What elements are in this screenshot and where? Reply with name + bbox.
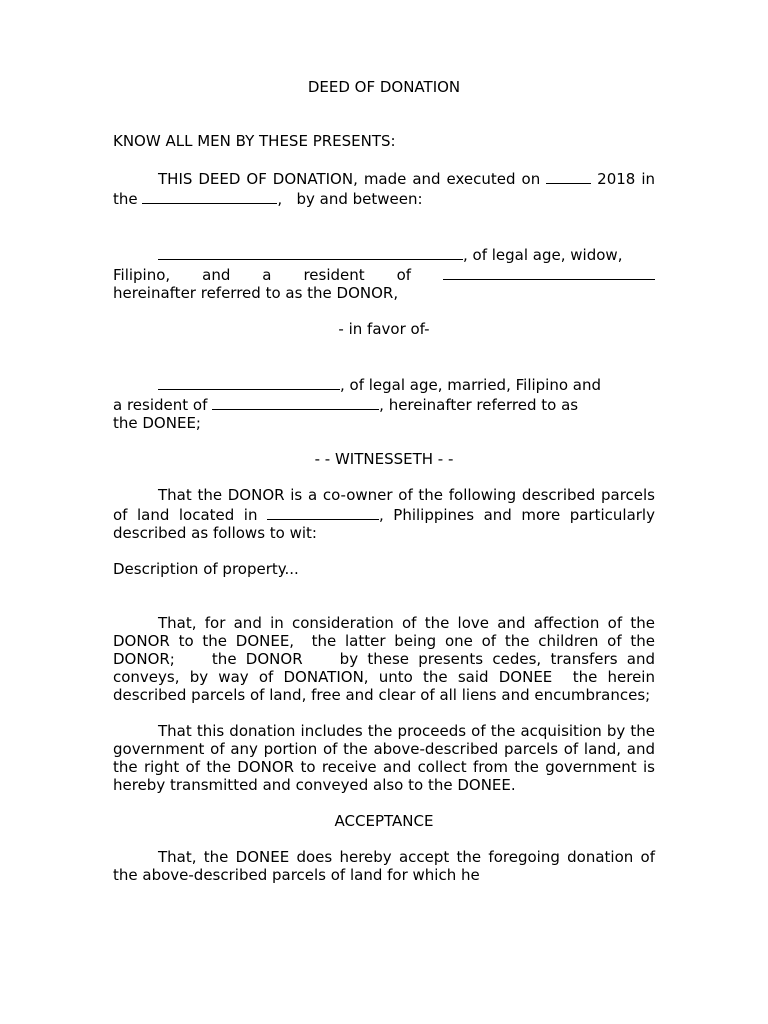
location-blank[interactable] — [267, 504, 379, 520]
opening-line: KNOW ALL MEN BY THESE PRESENTS: — [113, 132, 396, 150]
consideration-paragraph: That, for and in consideration of the love and affection of the DONOR to the DONEE, the latter being one of the children of the DONOR; the DONOR by these presents cedes, transfers and conveys, by way of DONATION, unto the said DONEE the herein described parcels of land, free and clear of all liens and encumbrances; — [113, 614, 660, 704]
place-blank[interactable] — [142, 188, 277, 204]
donee-name-blank[interactable] — [158, 374, 340, 390]
acceptance-paragraph: That, the DONEE does hereby accept the foregoing donation of the above-described parcels of land for which he — [113, 848, 655, 884]
donor-paragraph: , of legal age, widow, Filipino, and a resident of hereinafter referred to as the DONOR, — [113, 244, 655, 302]
property-description: Description of property... — [113, 560, 299, 578]
witnesseth-heading: - - WITNESSETH - - — [314, 450, 454, 468]
donee-residence-blank[interactable] — [212, 394, 379, 410]
co-owner-paragraph: That the DONOR is a co-owner of the following described parcels of land located in , Philippines and more particularly described as follows to wit: — [113, 486, 655, 542]
donor-residence-row: Filipino, and a resident of — [113, 264, 655, 284]
donor-reference: hereinafter referred to as the DONOR, — [113, 284, 399, 302]
donor-residence-blank[interactable] — [443, 264, 655, 280]
intro-paragraph: THIS DEED OF DONATION, made and executed on 2018 in the , by and between: — [113, 170, 655, 208]
acceptance-heading: ACCEPTANCE — [334, 812, 434, 830]
proceeds-paragraph: That this donation includes the proceeds of the acquisition by the government of any portion of the above-described parcels of land, and the right of the DONOR to receive and collect from the government is hereby transmitted and conveyed also to the DONEE. — [113, 722, 655, 794]
in-favor-line: - in favor of- — [338, 320, 430, 338]
date-blank[interactable] — [546, 168, 591, 184]
document-title: DEED OF DONATION — [307, 78, 461, 96]
donor-name-blank[interactable] — [158, 244, 463, 260]
document-body — [113, 78, 660, 884]
donee-paragraph: , of legal age, married, Filipino and a resident of , hereinafter referred to as the DONEE; — [113, 376, 602, 432]
